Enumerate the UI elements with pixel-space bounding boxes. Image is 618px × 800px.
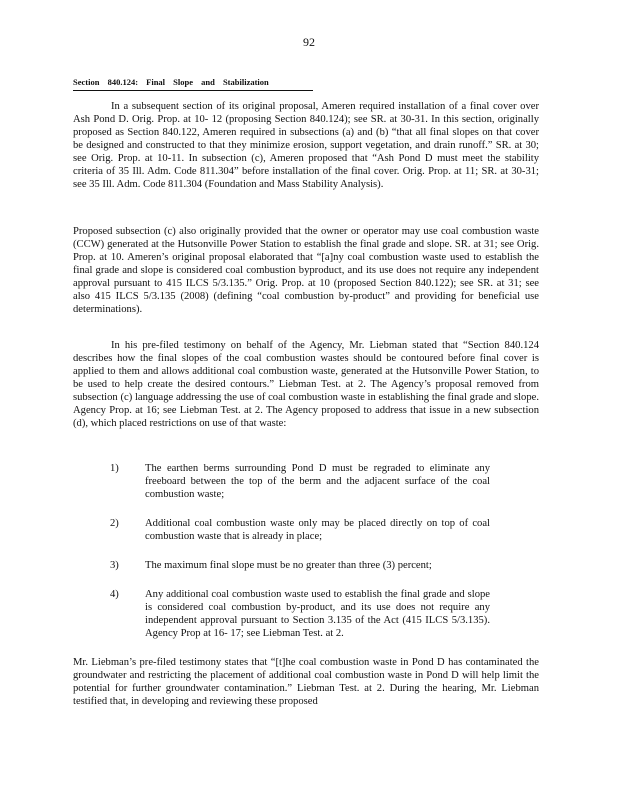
section-heading: Section 840.124: Final Slope and Stabilization bbox=[73, 76, 313, 91]
paragraph-4: Mr. Liebman’s pre-filed testimony states that “[t]he coal combustion waste in Pond D has contaminated the groundwater and restricting the placement of additional coal combustion waste in Pond D will help limit the potential for further groundwater contamination.” Liebman Test. at 2. During the hearing, Mr. Liebman testified that, in developing and reviewing these proposed bbox=[73, 657, 539, 707]
list-text: The earthen berms surrounding Pond D must be regraded to eliminate any freeboard between the top of the berm and the adjacent surface of the coal combustion waste; bbox=[145, 463, 490, 500]
paragraph-2: Proposed subsection (c) also originally provided that the owner or operator may use coal combustion waste (CCW) generated at the Hutsonville Power Station to establish the final grade and slope. SR. at 31; see Orig. Prop. at 10. Ameren’s original proposal elaborated that “[a]ny coal combustion waste used to establish the final grade and slope is considered coal combustion byproduct, and its use does not require any independent approval pursuant to 415 ILCS 5/3.135.” Orig. Prop. at 10 (proposed Section 840.122); see SR. at 31; see also 415 ILCS 5/3.135 (2008) (defining “coal combustion by-product” and providing for beneficial use determinations). bbox=[73, 226, 539, 315]
list-number: 3) bbox=[110, 560, 119, 571]
list-text: Any additional coal combustion waste used to establish the final grade and slope is considered coal combustion by-product, and its use does not require any independent approval pursuant to Section 3.135 of the Act (415 ILCS 5/3.135). Agency Prop at 16- 17; see Liebman Test. at 2. bbox=[145, 589, 490, 639]
paragraph-1: In a subsequent section of its original proposal, Ameren required installation of a final cover over Ash Pond D. Orig. Prop. at 10- 12 (proposing Section 840.124); see SR. at 30-31. In this section, originally proposed as Section 840.122, Ameren required in subsections (a) and (b) “that all final slopes on that cover be designed and constructed to that they minimize erosion, support vegetation, and drain runoff.” SR. at 30; see Orig. Prop. at 10-11. In subsection (c), Ameren proposed that “Ash Pond D must meet the stability criteria of 35 Ill. Adm. Code 811.304” before installation of the final cover. Orig. Prop. at 11; SR. at 30-31; see 35 Ill. Adm. Code 811.304 (Foundation and Mass Stability Analysis). bbox=[73, 101, 539, 190]
list-text: The maximum final slope must be no greater than three (3) percent; bbox=[145, 560, 432, 571]
list-number: 1) bbox=[110, 463, 119, 474]
list-number: 4) bbox=[110, 589, 119, 600]
list-number: 2) bbox=[110, 518, 119, 529]
list-text: Additional coal combustion waste only may be placed directly on top of coal combustion waste that is already in place; bbox=[145, 518, 490, 542]
page-number: 92 bbox=[303, 35, 315, 49]
paragraph-3: In his pre-filed testimony on behalf of the Agency, Mr. Liebman stated that “Section 840.124 describes how the final slopes of the coal combustion wastes should be contoured before final cover is applied to them and allows additional coal combustion waste, generated at the Hutsonville Power Station, to be used to help create the desired contours.” Liebman Test. at 2. The Agency’s proposal removed from subsection (c) language addressing the use of coal combustion waste in establishing the final grade and slope. Agency Prop. at 16; see Liebman Test. at 2. The Agency proposed to address that issue in a new subsection (d), which placed restrictions on use of that waste: bbox=[73, 340, 539, 429]
